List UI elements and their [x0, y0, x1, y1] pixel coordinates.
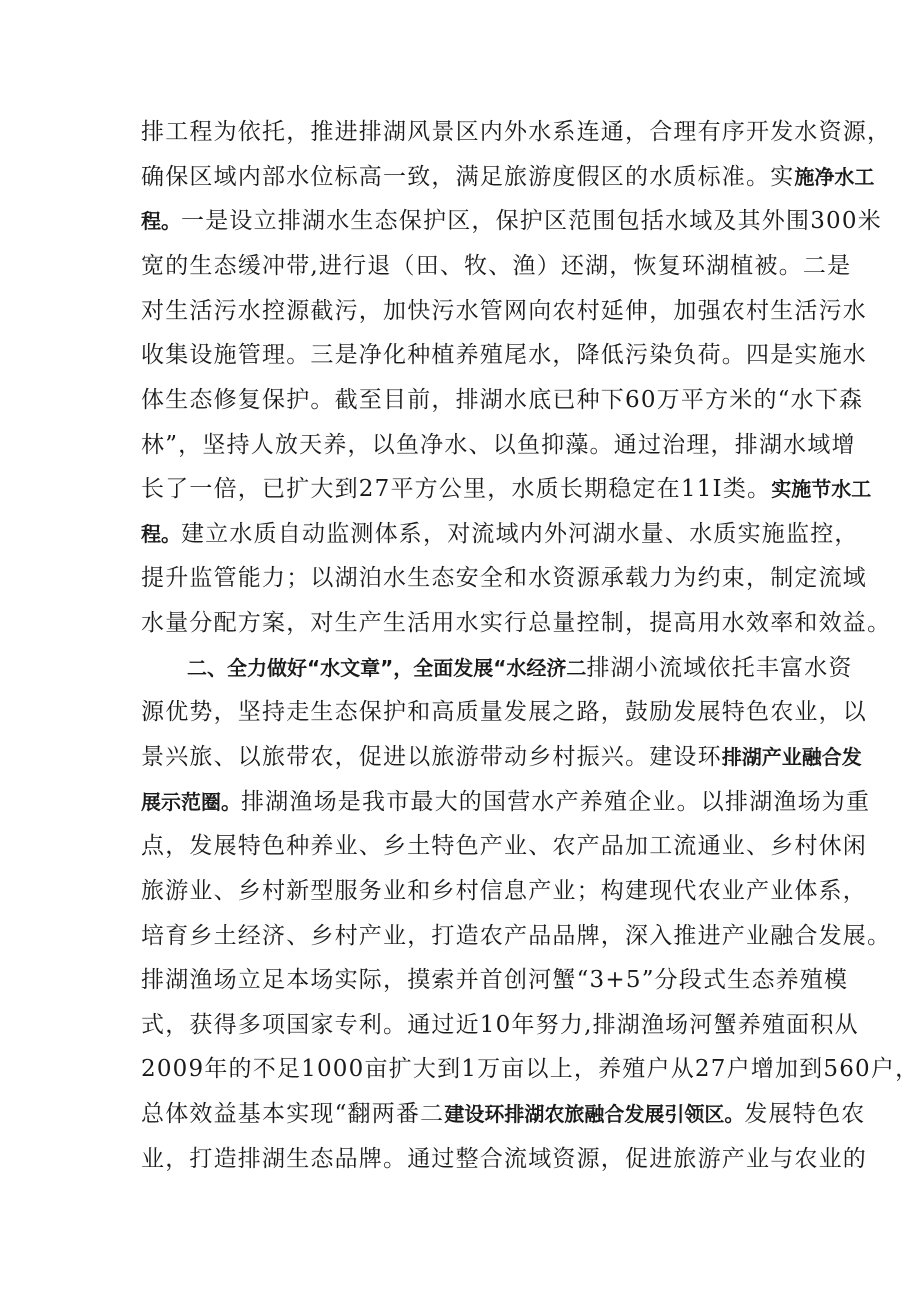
text-line: 长了一倍，已扩大到27平方公里，水质长期稳定在11I类。实施节水工 [141, 476, 872, 502]
text-line: 景兴旅、以旅带农，促进以旅游带动乡村振兴。建设环排湖产业融合发 [141, 744, 862, 770]
text-line: 程。一是设立排湖水生态保护区，保护区范围包括水域及其外围300米 [141, 208, 882, 234]
text-line: 程。建立水质自动监测体系，对流域内外河湖水量、水质实施监控， [141, 521, 859, 547]
text-line: 展示范圈。排湖渔场是我市最大的国营水产养殖企业。以排湖渔场为重 [141, 789, 871, 815]
text-line: 确保区域内部水位标高一致，满足旅游度假区的水质标准。实施净水工 [141, 164, 875, 190]
text-line: 收集设施管理。三是净化种植养殖尾水，降低污染负荷。四是实施水 [141, 342, 867, 368]
text-line: 式，获得多项国家专利。通过近10年努力,排湖渔场河蟹养殖面积从 [141, 1012, 859, 1038]
text-line: 源优势，坚持走生态保护和高质量发展之路，鼓励发展特色农业，以 [141, 699, 867, 725]
text-line: 林”，坚持人放天养，以鱼净水、以鱼抑藻。通过治理，排湖水域增 [141, 432, 856, 458]
text-line: 排工程为依托，推进排湖风景区内外水系连通，合理有序开发水资源， [141, 119, 892, 145]
text-line: 旅游业、乡村新型服务业和乡村信息产业；构建现代农业产业体系， [141, 878, 867, 904]
text-line: 排湖渔场立足本场实际，摸索并首创河蟹“3+5”分段式生态养殖模 [141, 967, 849, 993]
text-line: 培育乡土经济、乡村产业，打造农产品品牌，深入推进产业融合发展。 [141, 923, 892, 949]
text-line: 对生活污水控源截污，加快污水管网向农村延伸，加强农村生活污水 [141, 298, 867, 324]
text-line: 总体效益基本实现“翻两番二建设环排湖农旅融合发展引领区。发展特色农 [141, 1101, 866, 1127]
section-heading-line: 二、全力做好“水文章”，全面发展“水经济二排湖小流域依托丰富水资 [187, 655, 853, 681]
text-line: 宽的生态缓冲带,进行退（田、牧、渔）还湖，恢复环湖植被。二是 [141, 253, 852, 279]
text-line: 体生态修复保护。截至目前，排湖水底已种下60万平方米的“水下森 [141, 387, 864, 413]
text-line: 业，打造排湖生态品牌。通过整合流域资源，促进旅游产业与农业的 [141, 1146, 867, 1172]
text-line: 点，发展特色种养业、乡土特色产业、农产品加工流通业、乡村休闲 [141, 833, 867, 859]
text-line: 提升监管能力；以湖泊水生态安全和水资源承载力为约束，制定流域 [141, 565, 867, 591]
text-line: 水量分配方案，对生产生活用水实行总量控制，提高用水效率和效益。 [141, 610, 892, 636]
text-line: 2009年的不足1000亩扩大到1万亩以上，养殖户从27户增加到560户， [141, 1056, 920, 1082]
